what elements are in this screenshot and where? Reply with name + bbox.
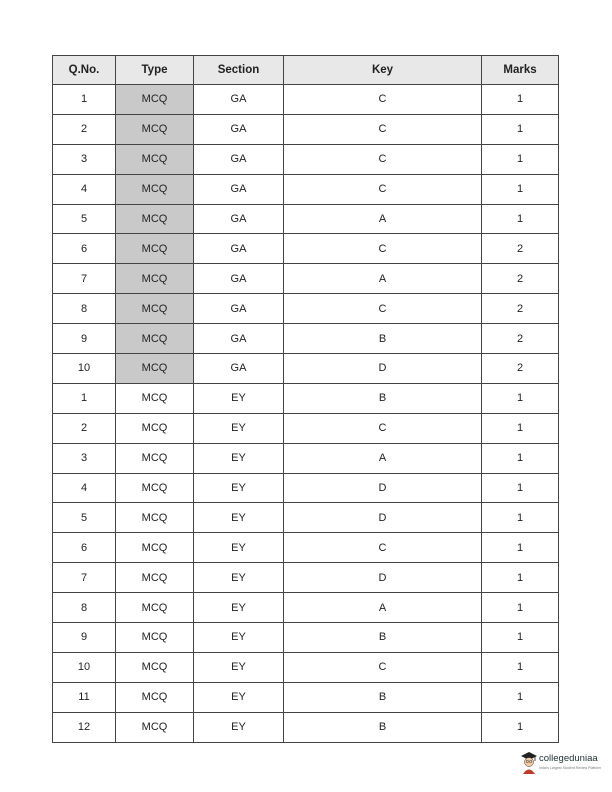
- header-section: Section: [194, 56, 284, 85]
- cell-qno: 9: [53, 623, 116, 653]
- cell-key: B: [284, 682, 482, 712]
- cell-section: EY: [194, 563, 284, 593]
- cell-qno: 7: [53, 264, 116, 294]
- logo-text: collegeduniaa: [539, 753, 598, 764]
- cell-section: GA: [194, 174, 284, 204]
- cell-marks: 1: [482, 383, 559, 413]
- cell-section: GA: [194, 85, 284, 115]
- cell-key: C: [284, 144, 482, 174]
- cell-marks: 2: [482, 354, 559, 384]
- cell-type: MCQ: [116, 712, 194, 742]
- cell-marks: 2: [482, 234, 559, 264]
- cell-marks: 2: [482, 294, 559, 324]
- cell-type: MCQ: [116, 443, 194, 473]
- cell-marks: 2: [482, 264, 559, 294]
- cell-qno: 8: [53, 593, 116, 623]
- student-mascot-icon: [520, 750, 538, 774]
- table-row: [53, 383, 559, 413]
- cell-marks: 1: [482, 114, 559, 144]
- cell-type: MCQ: [116, 563, 194, 593]
- table-row: [53, 144, 559, 174]
- cell-qno: 10: [53, 354, 116, 384]
- cell-key: B: [284, 712, 482, 742]
- cell-key: D: [284, 354, 482, 384]
- cell-key: B: [284, 324, 482, 354]
- table-row: [53, 712, 559, 742]
- cell-qno: 5: [53, 503, 116, 533]
- cell-marks: 1: [482, 85, 559, 115]
- cell-marks: 1: [482, 593, 559, 623]
- cell-key: A: [284, 593, 482, 623]
- cell-key: C: [284, 413, 482, 443]
- cell-section: GA: [194, 234, 284, 264]
- cell-qno: 3: [53, 443, 116, 473]
- cell-section: EY: [194, 383, 284, 413]
- table-header-row: [53, 56, 559, 85]
- cell-type: MCQ: [116, 503, 194, 533]
- cell-key: A: [284, 204, 482, 234]
- cell-type: MCQ: [116, 264, 194, 294]
- cell-qno: 10: [53, 652, 116, 682]
- header-key: Key: [284, 56, 482, 85]
- header-type: Type: [116, 56, 194, 85]
- cell-key: A: [284, 443, 482, 473]
- table-row: [53, 85, 559, 115]
- cell-section: EY: [194, 623, 284, 653]
- cell-marks: 1: [482, 174, 559, 204]
- cell-section: EY: [194, 712, 284, 742]
- table-row: [53, 533, 559, 563]
- cell-section: GA: [194, 264, 284, 294]
- table-row: [53, 234, 559, 264]
- cell-type: MCQ: [116, 623, 194, 653]
- cell-key: D: [284, 473, 482, 503]
- cell-key: C: [284, 174, 482, 204]
- cell-type: MCQ: [116, 354, 194, 384]
- header-qno: Q.No.: [53, 56, 116, 85]
- table-row: [53, 174, 559, 204]
- table-row: [53, 593, 559, 623]
- cell-type: MCQ: [116, 533, 194, 563]
- table-row: [53, 264, 559, 294]
- logo-tagline: India's Largest Student Review Platform: [539, 766, 602, 770]
- cell-key: C: [284, 533, 482, 563]
- cell-section: EY: [194, 503, 284, 533]
- cell-marks: 1: [482, 563, 559, 593]
- collegedunia-logo: [520, 750, 612, 778]
- cell-qno: 3: [53, 144, 116, 174]
- cell-section: EY: [194, 473, 284, 503]
- cell-type: MCQ: [116, 682, 194, 712]
- cell-type: MCQ: [116, 174, 194, 204]
- cell-key: D: [284, 563, 482, 593]
- table-row: [53, 204, 559, 234]
- cell-type: MCQ: [116, 204, 194, 234]
- header-marks: Marks: [482, 56, 559, 85]
- cell-key: C: [284, 85, 482, 115]
- cell-key: D: [284, 503, 482, 533]
- cell-key: C: [284, 234, 482, 264]
- table-row: [53, 324, 559, 354]
- cell-qno: 4: [53, 174, 116, 204]
- table-row: [53, 294, 559, 324]
- cell-qno: 8: [53, 294, 116, 324]
- cell-type: MCQ: [116, 144, 194, 174]
- cell-type: MCQ: [116, 652, 194, 682]
- cell-marks: 1: [482, 144, 559, 174]
- cell-type: MCQ: [116, 85, 194, 115]
- cell-marks: 1: [482, 623, 559, 653]
- cell-qno: 1: [53, 85, 116, 115]
- cell-qno: 12: [53, 712, 116, 742]
- cell-qno: 1: [53, 383, 116, 413]
- cell-qno: 2: [53, 114, 116, 144]
- answer-key-table: [52, 55, 559, 743]
- table-row: [53, 563, 559, 593]
- cell-marks: 1: [482, 652, 559, 682]
- table-row: [53, 682, 559, 712]
- cell-qno: 6: [53, 533, 116, 563]
- table-body: [53, 85, 559, 743]
- cell-type: MCQ: [116, 413, 194, 443]
- cell-qno: 9: [53, 324, 116, 354]
- cell-section: EY: [194, 413, 284, 443]
- cell-section: GA: [194, 204, 284, 234]
- cell-section: GA: [194, 144, 284, 174]
- cell-type: MCQ: [116, 294, 194, 324]
- cell-key: C: [284, 114, 482, 144]
- cell-type: MCQ: [116, 383, 194, 413]
- cell-section: EY: [194, 682, 284, 712]
- cell-marks: 1: [482, 712, 559, 742]
- cell-type: MCQ: [116, 473, 194, 503]
- cell-section: EY: [194, 593, 284, 623]
- cell-qno: 11: [53, 682, 116, 712]
- table-row: [53, 114, 559, 144]
- table-row: [53, 354, 559, 384]
- table-row: [53, 413, 559, 443]
- cell-key: B: [284, 623, 482, 653]
- cell-key: A: [284, 264, 482, 294]
- cell-marks: 2: [482, 324, 559, 354]
- cell-key: C: [284, 652, 482, 682]
- cell-key: B: [284, 383, 482, 413]
- table-row: [53, 443, 559, 473]
- cell-section: EY: [194, 443, 284, 473]
- cell-section: GA: [194, 354, 284, 384]
- cell-marks: 1: [482, 682, 559, 712]
- table-row: [53, 652, 559, 682]
- cell-qno: 4: [53, 473, 116, 503]
- cell-marks: 1: [482, 204, 559, 234]
- table-row: [53, 473, 559, 503]
- cell-marks: 1: [482, 503, 559, 533]
- cell-marks: 1: [482, 473, 559, 503]
- cell-marks: 1: [482, 533, 559, 563]
- cell-type: MCQ: [116, 234, 194, 264]
- cell-qno: 2: [53, 413, 116, 443]
- cell-type: MCQ: [116, 324, 194, 354]
- table-row: [53, 623, 559, 653]
- cell-section: GA: [194, 324, 284, 354]
- cell-section: GA: [194, 114, 284, 144]
- cell-qno: 6: [53, 234, 116, 264]
- cell-qno: 5: [53, 204, 116, 234]
- cell-section: EY: [194, 533, 284, 563]
- cell-type: MCQ: [116, 593, 194, 623]
- cell-marks: 1: [482, 443, 559, 473]
- cell-type: MCQ: [116, 114, 194, 144]
- cell-section: GA: [194, 294, 284, 324]
- cell-key: C: [284, 294, 482, 324]
- cell-section: EY: [194, 652, 284, 682]
- cell-qno: 7: [53, 563, 116, 593]
- table-row: [53, 503, 559, 533]
- cell-marks: 1: [482, 413, 559, 443]
